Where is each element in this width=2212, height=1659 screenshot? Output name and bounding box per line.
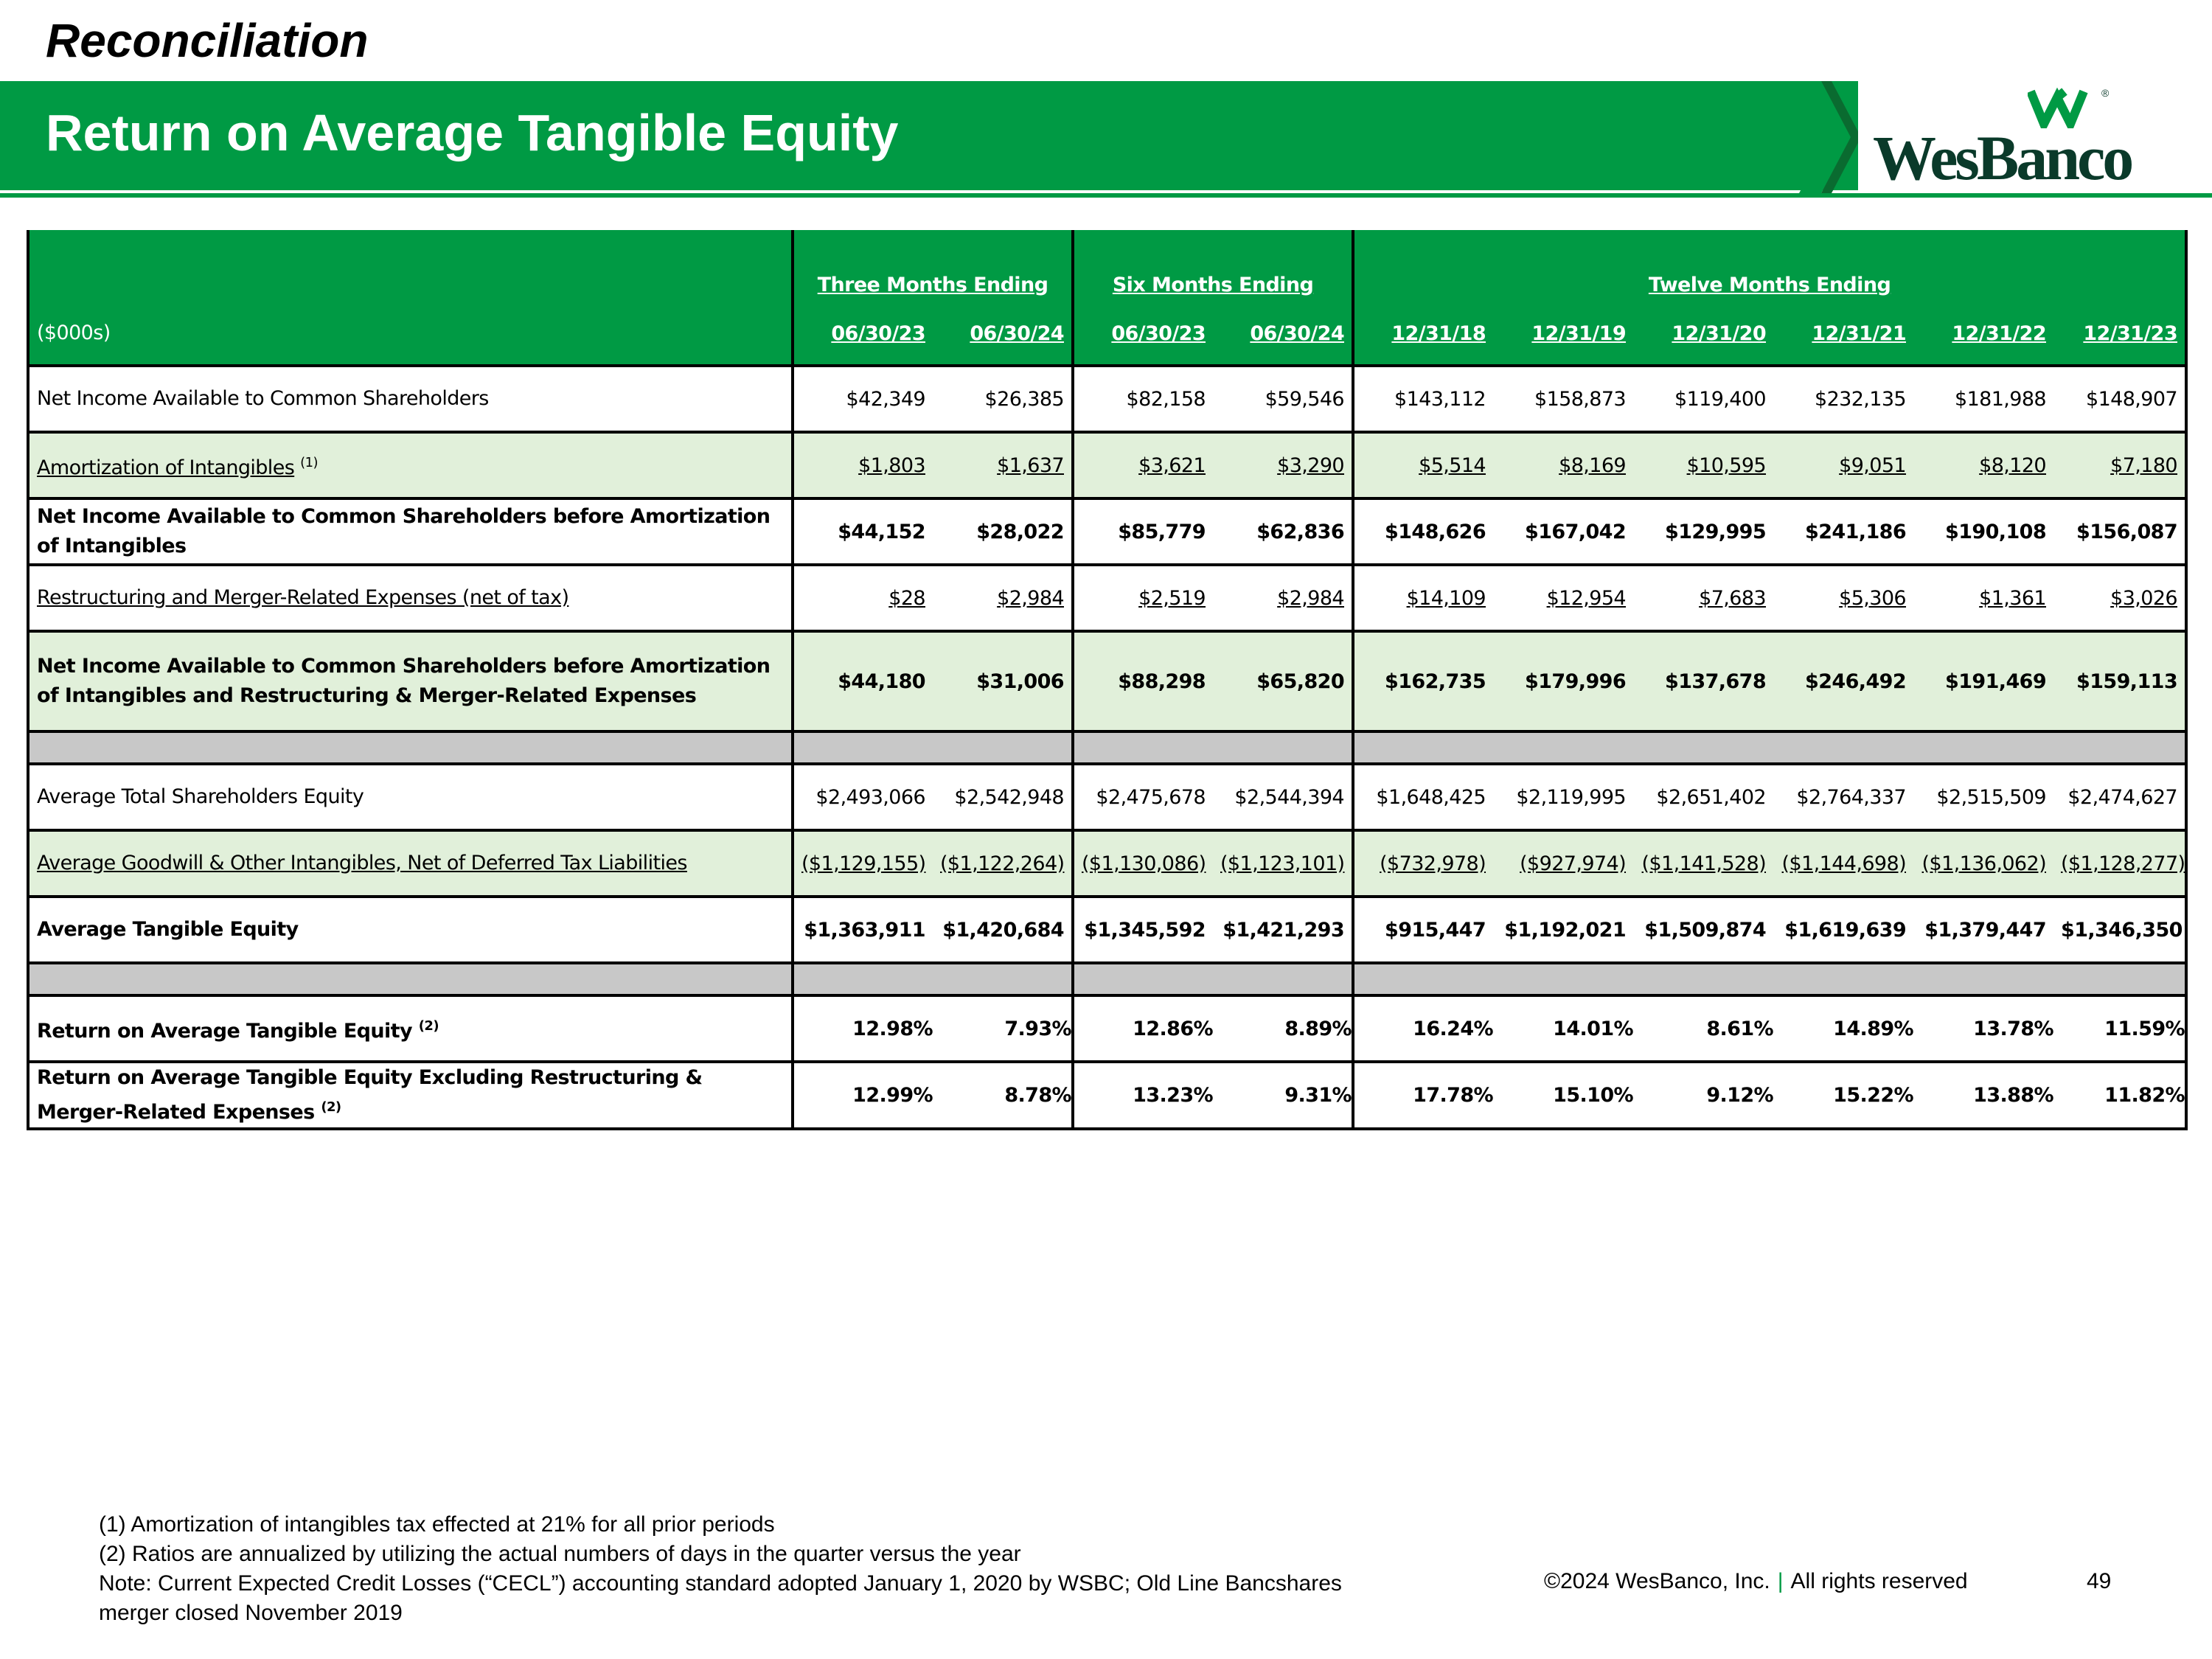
table-cell bbox=[1773, 995, 1913, 1062]
cell-value: $8,169 bbox=[1559, 453, 1627, 477]
cell-value: $31,006 bbox=[976, 669, 1064, 693]
cell-value: $5,514 bbox=[1419, 453, 1486, 477]
cell-value: $2,515,509 bbox=[1936, 785, 2047, 809]
table-row bbox=[28, 565, 2186, 631]
separator-cell bbox=[28, 731, 793, 764]
footnote-2: (2) Ratios are annualized by utilizing the actual numbers of days in the quarter versus the year bbox=[99, 1542, 1021, 1566]
column-header: 06/30/23 bbox=[793, 302, 933, 366]
separator-cell bbox=[1353, 963, 1493, 995]
table-cell bbox=[1213, 631, 1353, 731]
cell-value: $1,648,425 bbox=[1376, 785, 1486, 809]
cell-value: $2,651,402 bbox=[1656, 785, 1767, 809]
table-cell bbox=[1493, 1062, 1633, 1129]
cell-value: 13.78% bbox=[1973, 1017, 2054, 1040]
cell-value: $148,626 bbox=[1385, 520, 1486, 543]
footnote-ref: (2) bbox=[321, 1099, 341, 1115]
table-cell bbox=[1493, 366, 1633, 432]
cell-value: $28,022 bbox=[976, 520, 1064, 543]
cell-value: 13.23% bbox=[1133, 1084, 1213, 1107]
table-cell bbox=[1913, 366, 2053, 432]
table-cell bbox=[793, 1062, 933, 1129]
cell-value: $181,988 bbox=[1954, 387, 2047, 411]
cell-value: $167,042 bbox=[1525, 520, 1627, 543]
cell-value: $88,298 bbox=[1118, 669, 1206, 693]
table-cell bbox=[2053, 498, 2186, 565]
cell-value: $82,158 bbox=[1126, 387, 1206, 411]
table-cell bbox=[1633, 1062, 1773, 1129]
table-cell bbox=[2053, 830, 2186, 897]
group-six-months: Six Months Ending bbox=[1073, 230, 1353, 302]
cell-value: $2,544,394 bbox=[1234, 785, 1345, 809]
group-three-months: Three Months Ending bbox=[793, 230, 1073, 302]
table-cell bbox=[2053, 565, 2186, 631]
column-header: 12/31/21 bbox=[1773, 302, 1913, 366]
table-cell bbox=[1073, 764, 1213, 830]
cell-value: 9.12% bbox=[1706, 1084, 1774, 1107]
table-cell bbox=[1353, 498, 1493, 565]
table-cell bbox=[793, 631, 933, 731]
table-cell bbox=[1493, 897, 1633, 963]
table-cell bbox=[1213, 830, 1353, 897]
table-cell bbox=[2053, 366, 2186, 432]
table-cell bbox=[1633, 498, 1773, 565]
cell-value: $3,026 bbox=[2110, 586, 2178, 610]
table-cell bbox=[1633, 631, 1773, 731]
table-cell bbox=[793, 565, 933, 631]
row-label: Average Total Shareholders Equity bbox=[28, 764, 793, 830]
cell-value: $12,954 bbox=[1546, 586, 1627, 610]
separator-cell bbox=[1213, 963, 1353, 995]
table-cell bbox=[793, 432, 933, 498]
cell-value: ($1,144,698) bbox=[1781, 852, 1907, 875]
column-header: 12/31/18 bbox=[1353, 302, 1493, 366]
cell-value: $28 bbox=[888, 586, 925, 610]
table-cell bbox=[1073, 995, 1213, 1062]
table-cell bbox=[1353, 1062, 1493, 1129]
table-cell bbox=[1213, 897, 1353, 963]
table-cell bbox=[1353, 631, 1493, 731]
row-label: Net Income Available to Common Shareholders bbox=[28, 366, 793, 432]
table-cell bbox=[1353, 764, 1493, 830]
cell-value: ($732,978) bbox=[1380, 852, 1486, 875]
cell-value: ($1,122,264) bbox=[940, 852, 1065, 875]
rights-text: All rights reserved bbox=[1790, 1569, 1968, 1593]
footer-separator: | bbox=[1777, 1569, 1784, 1593]
cell-value: $179,996 bbox=[1525, 669, 1627, 693]
separator-cell bbox=[1633, 731, 1773, 764]
cell-value: $2,984 bbox=[997, 586, 1064, 610]
table-cell bbox=[933, 366, 1073, 432]
cell-value: $14,109 bbox=[1406, 586, 1486, 610]
cell-value: 16.24% bbox=[1413, 1017, 1494, 1040]
separator-cell bbox=[1353, 731, 1493, 764]
footnotes bbox=[99, 1510, 1342, 1628]
logo-text: WesBanco bbox=[1873, 122, 2132, 193]
table-cell bbox=[1913, 1062, 2053, 1129]
separator-cell bbox=[1073, 731, 1213, 764]
cell-value: $191,469 bbox=[1945, 669, 2047, 693]
footnote-note: Note: Current Expected Credit Losses (“CECL”) accounting standard adopted January 1, 2020 by WSBC; Old Line Bancshares bbox=[99, 1571, 1342, 1596]
cell-value: $1,421,293 bbox=[1222, 918, 1345, 942]
table-cell bbox=[1633, 565, 1773, 631]
chevron-decoration-icon bbox=[1799, 78, 1858, 196]
separator-cell bbox=[1913, 963, 2053, 995]
table-cell bbox=[1493, 631, 1633, 731]
table-cell bbox=[1773, 366, 1913, 432]
separator-cell bbox=[1633, 963, 1773, 995]
cell-value: $143,112 bbox=[1394, 387, 1486, 411]
cell-value: $2,119,995 bbox=[1516, 785, 1627, 809]
table-cell bbox=[1913, 764, 2053, 830]
table-cell bbox=[1913, 830, 2053, 897]
table-cell bbox=[1773, 565, 1913, 631]
cell-value: $1,363,911 bbox=[804, 918, 925, 942]
separator-cell bbox=[1773, 963, 1913, 995]
table-cell bbox=[1913, 565, 2053, 631]
cell-value: $7,180 bbox=[2110, 453, 2178, 477]
table-cell bbox=[793, 366, 933, 432]
cell-value: ($927,974) bbox=[1520, 852, 1627, 875]
table-cell bbox=[1913, 432, 2053, 498]
page-title: Return on Average Tangible Equity bbox=[46, 104, 899, 161]
table-cell bbox=[933, 1062, 1073, 1129]
column-header: 12/31/22 bbox=[1913, 302, 2053, 366]
cell-value: $162,735 bbox=[1385, 669, 1486, 693]
table-cell bbox=[933, 897, 1073, 963]
row-label: Average Goodwill & Other Intangibles, Net of Deferred Tax Liabilities bbox=[28, 830, 793, 897]
table-cell bbox=[1353, 432, 1493, 498]
cell-value: $62,836 bbox=[1256, 520, 1345, 543]
separator-cell bbox=[2053, 731, 2186, 764]
header-row-groups bbox=[28, 230, 2186, 302]
separator-row bbox=[28, 963, 2186, 995]
table-cell bbox=[793, 764, 933, 830]
cell-value: 8.89% bbox=[1284, 1017, 1352, 1040]
cell-value: $915,447 bbox=[1385, 918, 1486, 942]
column-header: 06/30/24 bbox=[933, 302, 1073, 366]
table-cell bbox=[933, 432, 1073, 498]
row-label: Net Income Available to Common Shareholders before Amortization of Intangibles bbox=[28, 498, 793, 565]
table-cell bbox=[2053, 631, 2186, 731]
table-cell bbox=[1073, 565, 1213, 631]
group-twelve-months: Twelve Months Ending bbox=[1353, 230, 2186, 302]
table-cell bbox=[1493, 995, 1633, 1062]
table-cell bbox=[1073, 631, 1213, 731]
cell-value: $1,361 bbox=[1979, 586, 2047, 610]
cell-value: $156,087 bbox=[2076, 520, 2178, 543]
cell-value: 12.99% bbox=[852, 1084, 933, 1107]
table-cell bbox=[793, 897, 933, 963]
table-row bbox=[28, 897, 2186, 963]
table-cell bbox=[1773, 432, 1913, 498]
cell-value: $85,779 bbox=[1118, 520, 1206, 543]
cell-value: $2,475,678 bbox=[1096, 785, 1206, 809]
table-row bbox=[28, 498, 2186, 565]
table-cell bbox=[1493, 830, 1633, 897]
footnote-1: (1) Amortization of intangibles tax effected at 21% for all prior periods bbox=[99, 1512, 775, 1537]
cell-value: $1,637 bbox=[997, 453, 1064, 477]
cell-value: 15.22% bbox=[1833, 1084, 1914, 1107]
table-cell bbox=[1773, 1062, 1913, 1129]
cell-value: ($1,141,528) bbox=[1641, 852, 1767, 875]
cell-value: ($1,136,062) bbox=[1921, 852, 2047, 875]
table-cell bbox=[1913, 498, 2053, 565]
table-cell bbox=[1073, 830, 1213, 897]
wesbanco-logo bbox=[1873, 87, 2168, 193]
cell-value: $26,385 bbox=[984, 387, 1064, 411]
table-cell bbox=[1353, 897, 1493, 963]
cell-value: $10,595 bbox=[1686, 453, 1767, 477]
column-header: 12/31/23 bbox=[2053, 302, 2186, 366]
table-cell bbox=[1773, 764, 1913, 830]
cell-value: $2,542,948 bbox=[954, 785, 1064, 809]
cell-value: $1,192,021 bbox=[1504, 918, 1627, 942]
column-header: 06/30/24 bbox=[1213, 302, 1353, 366]
table-row bbox=[28, 995, 2186, 1062]
cell-value: $1,619,639 bbox=[1784, 918, 1907, 942]
cell-value: $1,346,350 bbox=[2061, 918, 2183, 942]
separator-cell bbox=[1213, 731, 1353, 764]
separator-row bbox=[28, 731, 2186, 764]
separator-cell bbox=[793, 731, 933, 764]
table-cell bbox=[1213, 366, 1353, 432]
table-cell bbox=[1633, 995, 1773, 1062]
cell-value: $7,683 bbox=[1699, 586, 1767, 610]
table-cell bbox=[1633, 432, 1773, 498]
cell-value: $42,349 bbox=[846, 387, 925, 411]
table-cell bbox=[1213, 432, 1353, 498]
column-header: 12/31/20 bbox=[1633, 302, 1773, 366]
table-cell bbox=[793, 498, 933, 565]
table-cell bbox=[1773, 498, 1913, 565]
table-cell bbox=[1353, 995, 1493, 1062]
table-cell bbox=[1353, 830, 1493, 897]
cell-value: 9.31% bbox=[1284, 1084, 1352, 1107]
cell-value: $2,984 bbox=[1277, 586, 1345, 610]
cell-value: $2,764,337 bbox=[1796, 785, 1907, 809]
table-cell bbox=[1913, 631, 2053, 731]
cell-value: $65,820 bbox=[1256, 669, 1345, 693]
cell-value: $3,621 bbox=[1138, 453, 1206, 477]
cell-value: $59,546 bbox=[1265, 387, 1345, 411]
cell-value: 15.10% bbox=[1553, 1084, 1634, 1107]
table-row bbox=[28, 366, 2186, 432]
table-cell bbox=[1353, 565, 1493, 631]
cell-value: $44,180 bbox=[838, 669, 925, 693]
cell-value: $158,873 bbox=[1534, 387, 1627, 411]
cell-value: $119,400 bbox=[1674, 387, 1767, 411]
separator-cell bbox=[1073, 963, 1213, 995]
table-row bbox=[28, 432, 2186, 498]
cell-value: $232,135 bbox=[1814, 387, 1907, 411]
table-cell bbox=[1913, 897, 2053, 963]
separator-cell bbox=[933, 731, 1073, 764]
cell-value: $2,519 bbox=[1138, 586, 1206, 610]
cell-value: 13.88% bbox=[1973, 1084, 2054, 1107]
cell-value: $9,051 bbox=[1839, 453, 1907, 477]
cell-value: ($1,128,277) bbox=[2061, 852, 2185, 875]
copyright-text: ©2024 WesBanco, Inc. bbox=[1544, 1569, 1770, 1593]
cell-value: 14.01% bbox=[1553, 1017, 1634, 1040]
row-label: Average Tangible Equity bbox=[28, 897, 793, 963]
cell-value: 12.98% bbox=[852, 1017, 933, 1040]
table-cell bbox=[1213, 995, 1353, 1062]
table-cell bbox=[1633, 830, 1773, 897]
separator-cell bbox=[1773, 731, 1913, 764]
table-cell bbox=[1633, 764, 1773, 830]
table-cell bbox=[2053, 432, 2186, 498]
separator-cell bbox=[28, 963, 793, 995]
table-cell bbox=[2053, 995, 2186, 1062]
cell-value: $2,493,066 bbox=[815, 785, 925, 809]
separator-cell bbox=[2053, 963, 2186, 995]
header-row-dates bbox=[28, 302, 2186, 366]
table-cell bbox=[933, 565, 1073, 631]
cell-value: ($1,123,101) bbox=[1220, 852, 1345, 875]
table-cell bbox=[1353, 366, 1493, 432]
row-label: Return on Average Tangible Equity $^{(2)}$ bbox=[28, 995, 793, 1062]
table-cell bbox=[1913, 995, 2053, 1062]
footnote-ref: (1) bbox=[300, 454, 318, 470]
table-row bbox=[28, 830, 2186, 897]
table-cell bbox=[1073, 897, 1213, 963]
cell-value: $44,152 bbox=[838, 520, 925, 543]
table-cell bbox=[933, 995, 1073, 1062]
footnote-note-cont: merger closed November 2019 bbox=[99, 1601, 403, 1625]
table-cell bbox=[793, 995, 933, 1062]
table-cell bbox=[1493, 764, 1633, 830]
table-cell bbox=[1493, 432, 1633, 498]
cell-value: $1,509,874 bbox=[1644, 918, 1767, 942]
cell-value: 12.86% bbox=[1133, 1017, 1213, 1040]
cell-value: $5,306 bbox=[1839, 586, 1907, 610]
cell-value: 7.93% bbox=[1004, 1017, 1071, 1040]
table-cell bbox=[1493, 565, 1633, 631]
cell-value: $190,108 bbox=[1945, 520, 2047, 543]
table-row bbox=[28, 1062, 2186, 1129]
table-cell bbox=[1773, 830, 1913, 897]
cell-value: $1,803 bbox=[858, 453, 925, 477]
table-row bbox=[28, 764, 2186, 830]
copyright bbox=[1544, 1569, 1968, 1594]
column-header: 12/31/19 bbox=[1493, 302, 1633, 366]
table-cell bbox=[1073, 1062, 1213, 1129]
cell-value: $129,995 bbox=[1665, 520, 1767, 543]
table-cell bbox=[933, 764, 1073, 830]
row-label: Net Income Available to Common Shareholders before Amortization of Intangibles and Restructuring & Merger-Related Expenses bbox=[28, 631, 793, 731]
table-cell bbox=[1773, 631, 1913, 731]
cell-value: 17.78% bbox=[1413, 1084, 1494, 1107]
row-label: Return on Average Tangible Equity Excluding Restructuring & Merger-Related Expenses $^{(2)}$ bbox=[28, 1062, 793, 1129]
cell-value: $1,379,447 bbox=[1924, 918, 2047, 942]
row-label: Amortization of Intangibles $^{(1)}$ bbox=[28, 432, 793, 498]
cell-value: $1,420,684 bbox=[942, 918, 1064, 942]
table-cell bbox=[1633, 366, 1773, 432]
table-cell bbox=[1073, 432, 1213, 498]
table-cell bbox=[1213, 565, 1353, 631]
table-cell bbox=[933, 631, 1073, 731]
cell-value: 8.78% bbox=[1004, 1084, 1071, 1107]
cell-value: $1,345,592 bbox=[1084, 918, 1206, 942]
separator-cell bbox=[1493, 963, 1633, 995]
cell-value: 14.89% bbox=[1833, 1017, 1914, 1040]
table-row bbox=[28, 631, 2186, 731]
section-label: Reconciliation bbox=[46, 14, 369, 67]
registered-mark-icon: ® bbox=[2101, 87, 2110, 99]
table-cell bbox=[2053, 1062, 2186, 1129]
column-header: 06/30/23 bbox=[1073, 302, 1213, 366]
page-number: 49 bbox=[2087, 1569, 2112, 1593]
row-label: Restructuring and Merger-Related Expenses (net of tax) bbox=[28, 565, 793, 631]
footnote-ref: (2) bbox=[418, 1018, 439, 1034]
cell-value: ($1,130,086) bbox=[1082, 852, 1206, 875]
separator-cell bbox=[1913, 731, 2053, 764]
cell-value: $2,474,627 bbox=[2067, 785, 2178, 809]
cell-value: $241,186 bbox=[1805, 520, 1907, 543]
cell-value: 11.59% bbox=[2104, 1017, 2185, 1040]
table-cell bbox=[1213, 764, 1353, 830]
table-cell bbox=[933, 498, 1073, 565]
reconciliation-table bbox=[27, 230, 2188, 1130]
cell-value: $3,290 bbox=[1277, 453, 1345, 477]
table-cell bbox=[1493, 498, 1633, 565]
table-cell bbox=[1073, 366, 1213, 432]
separator-cell bbox=[933, 963, 1073, 995]
table-cell bbox=[1073, 498, 1213, 565]
separator-cell bbox=[1493, 731, 1633, 764]
table-cell bbox=[933, 830, 1073, 897]
cell-value: $8,120 bbox=[1979, 453, 2047, 477]
cell-value: $159,113 bbox=[2076, 669, 2178, 693]
separator-cell bbox=[793, 963, 933, 995]
table-cell bbox=[2053, 897, 2186, 963]
cell-value: 11.82% bbox=[2104, 1084, 2185, 1107]
unit-label: ($000s) bbox=[28, 302, 793, 366]
table-cell bbox=[1773, 897, 1913, 963]
table-cell bbox=[793, 830, 933, 897]
table-cell bbox=[1213, 498, 1353, 565]
cell-value: $246,492 bbox=[1805, 669, 1907, 693]
table-cell bbox=[1213, 1062, 1353, 1129]
table-cell bbox=[2053, 764, 2186, 830]
table-cell bbox=[1633, 897, 1773, 963]
cell-value: $137,678 bbox=[1665, 669, 1767, 693]
cell-value: $148,907 bbox=[2085, 387, 2178, 411]
cell-value: 8.61% bbox=[1706, 1017, 1774, 1040]
cell-value: ($1,129,155) bbox=[801, 852, 926, 875]
